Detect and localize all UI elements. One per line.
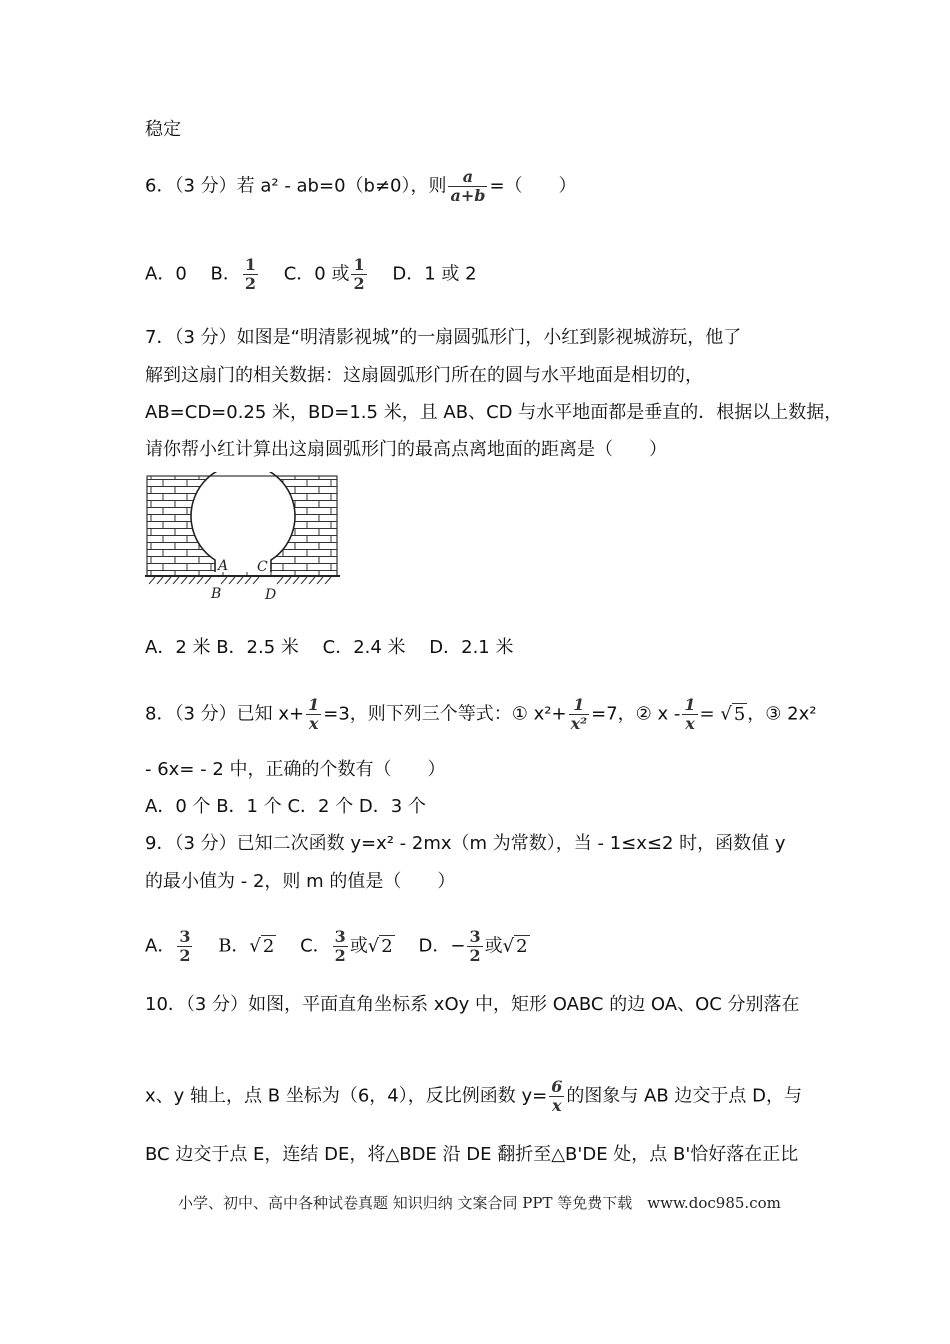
fraction-one-half — [351, 256, 366, 293]
q8-options: A．0 个 B．1 个 C．2 个 D．3 个 — [145, 796, 426, 817]
or-sqrt: 或√ — [349, 935, 380, 957]
q10-text: x、y 轴上，点 B 坐标为（6，4），反比例函数 y= — [145, 1085, 548, 1107]
q8-text: ，③ 2x² — [747, 703, 817, 725]
option-c: C． — [300, 935, 331, 957]
fraction-one-over-x — [682, 696, 697, 733]
or-sqrt: 或√ — [484, 935, 515, 957]
option-a: A．0 — [145, 263, 187, 285]
fraction-one-half — [243, 256, 258, 293]
numerator: 1 — [684, 695, 696, 714]
option-b-label: B．√ — [218, 935, 261, 957]
question-7-line: AB=CD=0.25 米，BD=1.5 米，且 AB、CD 与水平地面都是垂直的．根据以上数据， — [145, 402, 843, 423]
label-b: B — [211, 586, 222, 602]
radicand: 2 — [516, 935, 528, 957]
denominator: x — [549, 1096, 564, 1115]
q9-options — [145, 928, 530, 965]
question-9-line: 9．（3 分）已知二次函数 y=x² ‐ 2mx（m 为常数），当 ‐ 1≤x≤2 时，函数值 y — [145, 833, 786, 854]
numerator: 6 — [551, 1077, 563, 1096]
question-10-line: BC 边交于点 E，连结 DE，将△BDE 沿 DE 翻折至△B'DE 处，点 B'恰好落在正比 — [145, 1144, 799, 1165]
text-line: 稳定 — [145, 119, 181, 140]
numerator: 1 — [244, 255, 256, 274]
option-c: C．0 或 — [283, 263, 350, 285]
numerator: 1 — [353, 255, 365, 274]
brick-wall-arch-diagram — [145, 472, 340, 602]
denominator: 2 — [244, 274, 256, 293]
q8-equals-sqrt: = √ — [699, 703, 732, 725]
page-footer: 小学、初中、高中各种试卷真题 知识归纳 文案合同 PPT 等免费下载 www.doc985.com — [178, 1194, 781, 1212]
option-b: B． — [210, 263, 241, 285]
fraction-one-over-x-squared — [569, 696, 590, 733]
sqrt-five — [700, 703, 748, 725]
option-a: A． — [145, 935, 176, 957]
denominator: 2 — [353, 274, 365, 293]
label-a: A — [218, 558, 229, 574]
label-c: C — [257, 559, 268, 575]
q10-text: 的图象与 AB 边交于点 D，与 — [566, 1085, 803, 1107]
option-b — [218, 935, 276, 957]
q8-text: =7，② x ‐ — [591, 703, 681, 725]
denominator: 2 — [469, 946, 481, 965]
arch-door-figure — [145, 472, 340, 602]
option-d: D．1 或 2 — [392, 263, 477, 285]
numerator: 1 — [308, 695, 320, 714]
radicand: 2 — [381, 935, 393, 957]
q6-stem: 6．（3 分）若 a² ‐ ab=0（b≠0），则 — [145, 175, 447, 197]
question-10-line — [145, 1078, 802, 1115]
sqrt-two — [350, 935, 395, 957]
radicand: 2 — [262, 935, 275, 957]
q7-options: A．2 米 B．2.5 米 C．2.4 米 D．2.1 米 — [145, 637, 514, 658]
q6-options — [145, 256, 477, 293]
numerator: 3 — [334, 927, 346, 946]
numerator: 3 — [469, 927, 481, 946]
question-7-line: 7．（3 分）如图是“明清影视城”的一扇圆弧形门，小红到影视城游玩，他了 — [145, 327, 742, 348]
question-8 — [145, 696, 816, 733]
question-7-line: 请你帮小红计算出这扇圆弧形门的最高点离地面的距离是（ ） — [145, 439, 667, 460]
fraction-three-halves — [467, 928, 482, 965]
denominator: a+b — [450, 186, 486, 205]
label-d: D — [265, 587, 277, 602]
fraction-a-over-a-plus-b — [448, 168, 487, 205]
question-8-line: ‐ 6x= ‐ 2 中，正确的个数有（ ） — [145, 759, 446, 780]
radicand: 5 — [733, 703, 746, 725]
q6-tail: =（ ） — [489, 175, 577, 197]
denominator: x — [682, 714, 697, 733]
question-10-line: 10．（3 分）如图，平面直角坐标系 xOy 中，矩形 OABC 的边 OA、OC 分别落在 — [145, 994, 800, 1015]
denominator: x² — [570, 714, 588, 733]
option-d: D．− — [418, 935, 466, 957]
question-9-line: 的最小值为 ‐ 2，则 m 的值是（ ） — [145, 871, 456, 892]
fraction-three-halves — [333, 928, 348, 965]
sqrt-two — [485, 935, 530, 957]
denominator: 2 — [334, 946, 346, 965]
fraction-one-over-x — [306, 696, 321, 733]
numerator: 3 — [179, 927, 191, 946]
fraction-six-over-x — [549, 1078, 564, 1115]
numerator: a — [462, 167, 474, 186]
denominator: x — [306, 714, 321, 733]
q8-stem: 8．（3 分）已知 x+ — [145, 703, 305, 725]
denominator: 2 — [179, 946, 191, 965]
q8-text: =3，则下列三个等式：① x²+ — [323, 703, 567, 725]
question-6 — [145, 168, 577, 205]
fraction-three-halves — [177, 928, 192, 965]
numerator: 1 — [573, 695, 585, 714]
question-7-line: 解到这扇门的相关数据：这扇圆弧形门所在的圆与水平地面是相切的， — [145, 365, 703, 386]
